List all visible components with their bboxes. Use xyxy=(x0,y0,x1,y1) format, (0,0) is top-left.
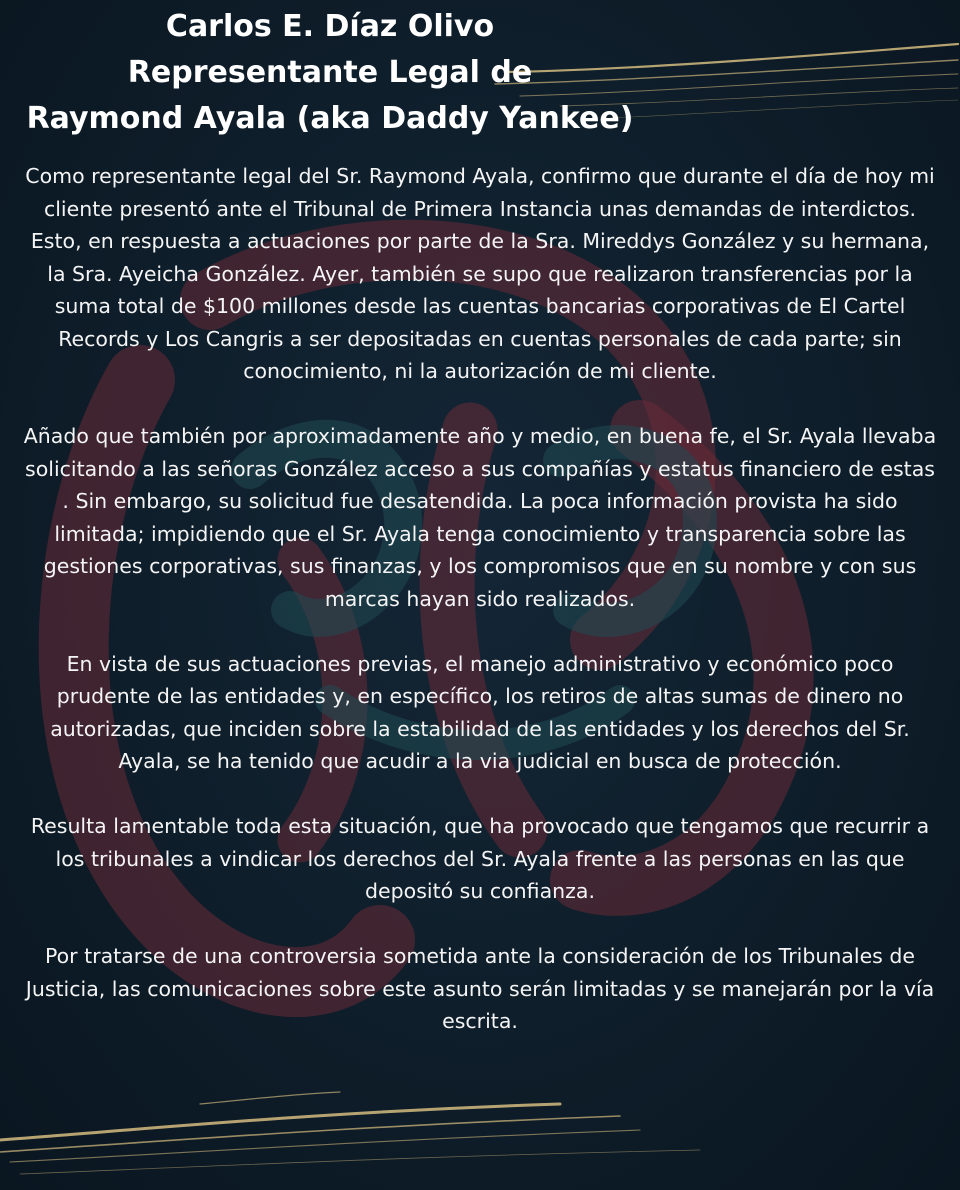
paragraph: Resulta lamentable toda esta situación, que ha provocado que tengamos que recurrir a los tribunales a vindicar los derechos del Sr. Ayala frente a las personas en las que depositó su confianza. xyxy=(30,814,930,903)
statement-header xyxy=(0,4,660,142)
author-name: Carlos E. Díaz Olivo xyxy=(165,9,495,44)
paragraph: Por tratarse de una controversia sometida ante la consideración de los Tribunales de Justicia, las comunicaciones sobre este asunto serán limitadas y se manejarán por la vía escrita. xyxy=(25,944,935,1033)
paragraph: Añado que también por aproximadamente año y medio, en buena fe, el Sr. Ayala llevaba solicitando a las señoras González acceso a sus compañías y estatus financiero de estas . Sin embargo, su solicitud fue desatendida. La poca información provista ha sido limitada; impidiendo que el Sr. Ayala tenga conocimiento y transparencia sobre las gestiones corporativas, sus finanzas, y los compromisos que en su nombre y con sus marcas hayan sido realizados. xyxy=(23,424,937,611)
client-name: Raymond Ayala (aka Daddy Yankee) xyxy=(26,101,634,136)
paragraph: En vista de sus actuaciones previas, el manejo administrativo y económico poco prudente de las entidades y, en específico, los retiros de altas sumas de dinero no autorizadas, que inciden sobre la estabilidad de las entidades y los derechos del Sr. Ayala, se ha tenido que acudir a la via judicial en busca de protección. xyxy=(50,651,910,773)
author-role: Representante Legal de xyxy=(127,55,533,90)
paragraph: Como representante legal del Sr. Raymond Ayala, confirmo que durante el día de hoy mi cliente presentó ante el Tribunal de Primera Instancia unas demandas de interdictos. Esto, en respuesta a actuaciones por parte de la Sra. Mireddys González y su hermana, la Sra. Ayeicha González. Ayer, también se supo que realizaron transferencias por la suma total de $100 millones desde las cuentas bancarias corporativas de El Cartel Records y Los Cangris a ser depositadas en cuentas personales de cada parte; sin conocimiento, ni la autorización de mi cliente. xyxy=(25,164,935,383)
statement-body xyxy=(20,160,940,1070)
